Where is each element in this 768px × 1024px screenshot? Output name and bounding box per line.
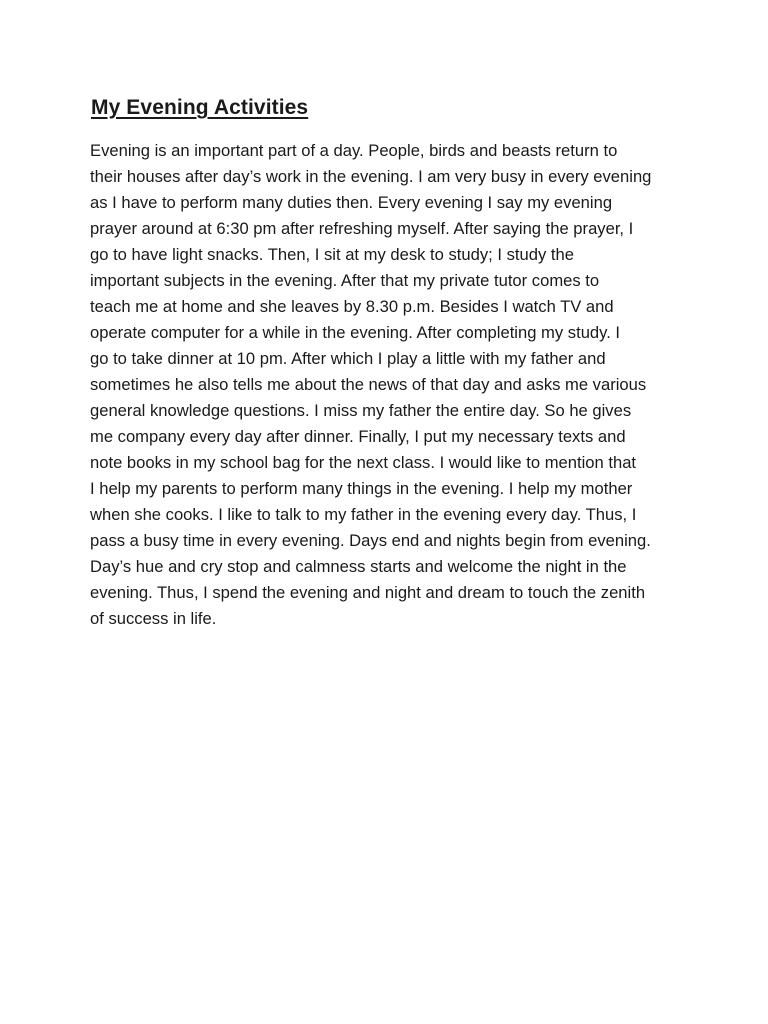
paragraph-line: prayer around at 6:30 pm after refreshing myself. After saying the prayer, I <box>90 219 634 238</box>
paragraph-line: sometimes he also tells me about the news of that day and asks me various <box>90 375 647 394</box>
paragraph-line: Day’s hue and cry stop and calmness starts and welcome the night in the <box>90 557 627 576</box>
paragraph-line: of success in life. <box>90 609 217 628</box>
paragraph-line: note books in my school bag for the next class. I would like to mention that <box>90 453 637 472</box>
document-title: My Evening Activities <box>91 96 309 119</box>
paragraph-line: teach me at home and she leaves by 8.30 p.m. Besides I watch TV and <box>90 297 614 316</box>
paragraph-line: I help my parents to perform many things in the evening. I help my mother <box>90 479 633 498</box>
paragraph-line: go to take dinner at 10 pm. After which I play a little with my father and <box>90 349 606 368</box>
paragraph-line: Evening is an important part of a day. People, birds and beasts return to <box>90 141 618 160</box>
paragraph-line: pass a busy time in every evening. Days end and nights begin from evening. <box>90 531 651 550</box>
paragraph-line: when she cooks. I like to talk to my father in the evening every day. Thus, I <box>90 505 637 524</box>
paragraph-line: evening. Thus, I spend the evening and night and dream to touch the zenith <box>90 583 646 602</box>
paragraph-line: general knowledge questions. I miss my father the entire day. So he gives <box>90 401 632 420</box>
paragraph-line: important subjects in the evening. After that my private tutor comes to <box>90 271 600 290</box>
paragraph-line: their houses after day’s work in the evening. I am very busy in every evening <box>90 167 652 186</box>
document-paragraph <box>90 138 690 632</box>
paragraph-line: operate computer for a while in the evening. After completing my study. I <box>90 323 621 342</box>
paragraph-line: as I have to perform many duties then. Every evening I say my evening <box>90 193 613 212</box>
paragraph-line: me company every day after dinner. Finally, I put my necessary texts and <box>90 427 626 446</box>
paragraph-line: go to have light snacks. Then, I sit at my desk to study; I study the <box>90 245 574 264</box>
